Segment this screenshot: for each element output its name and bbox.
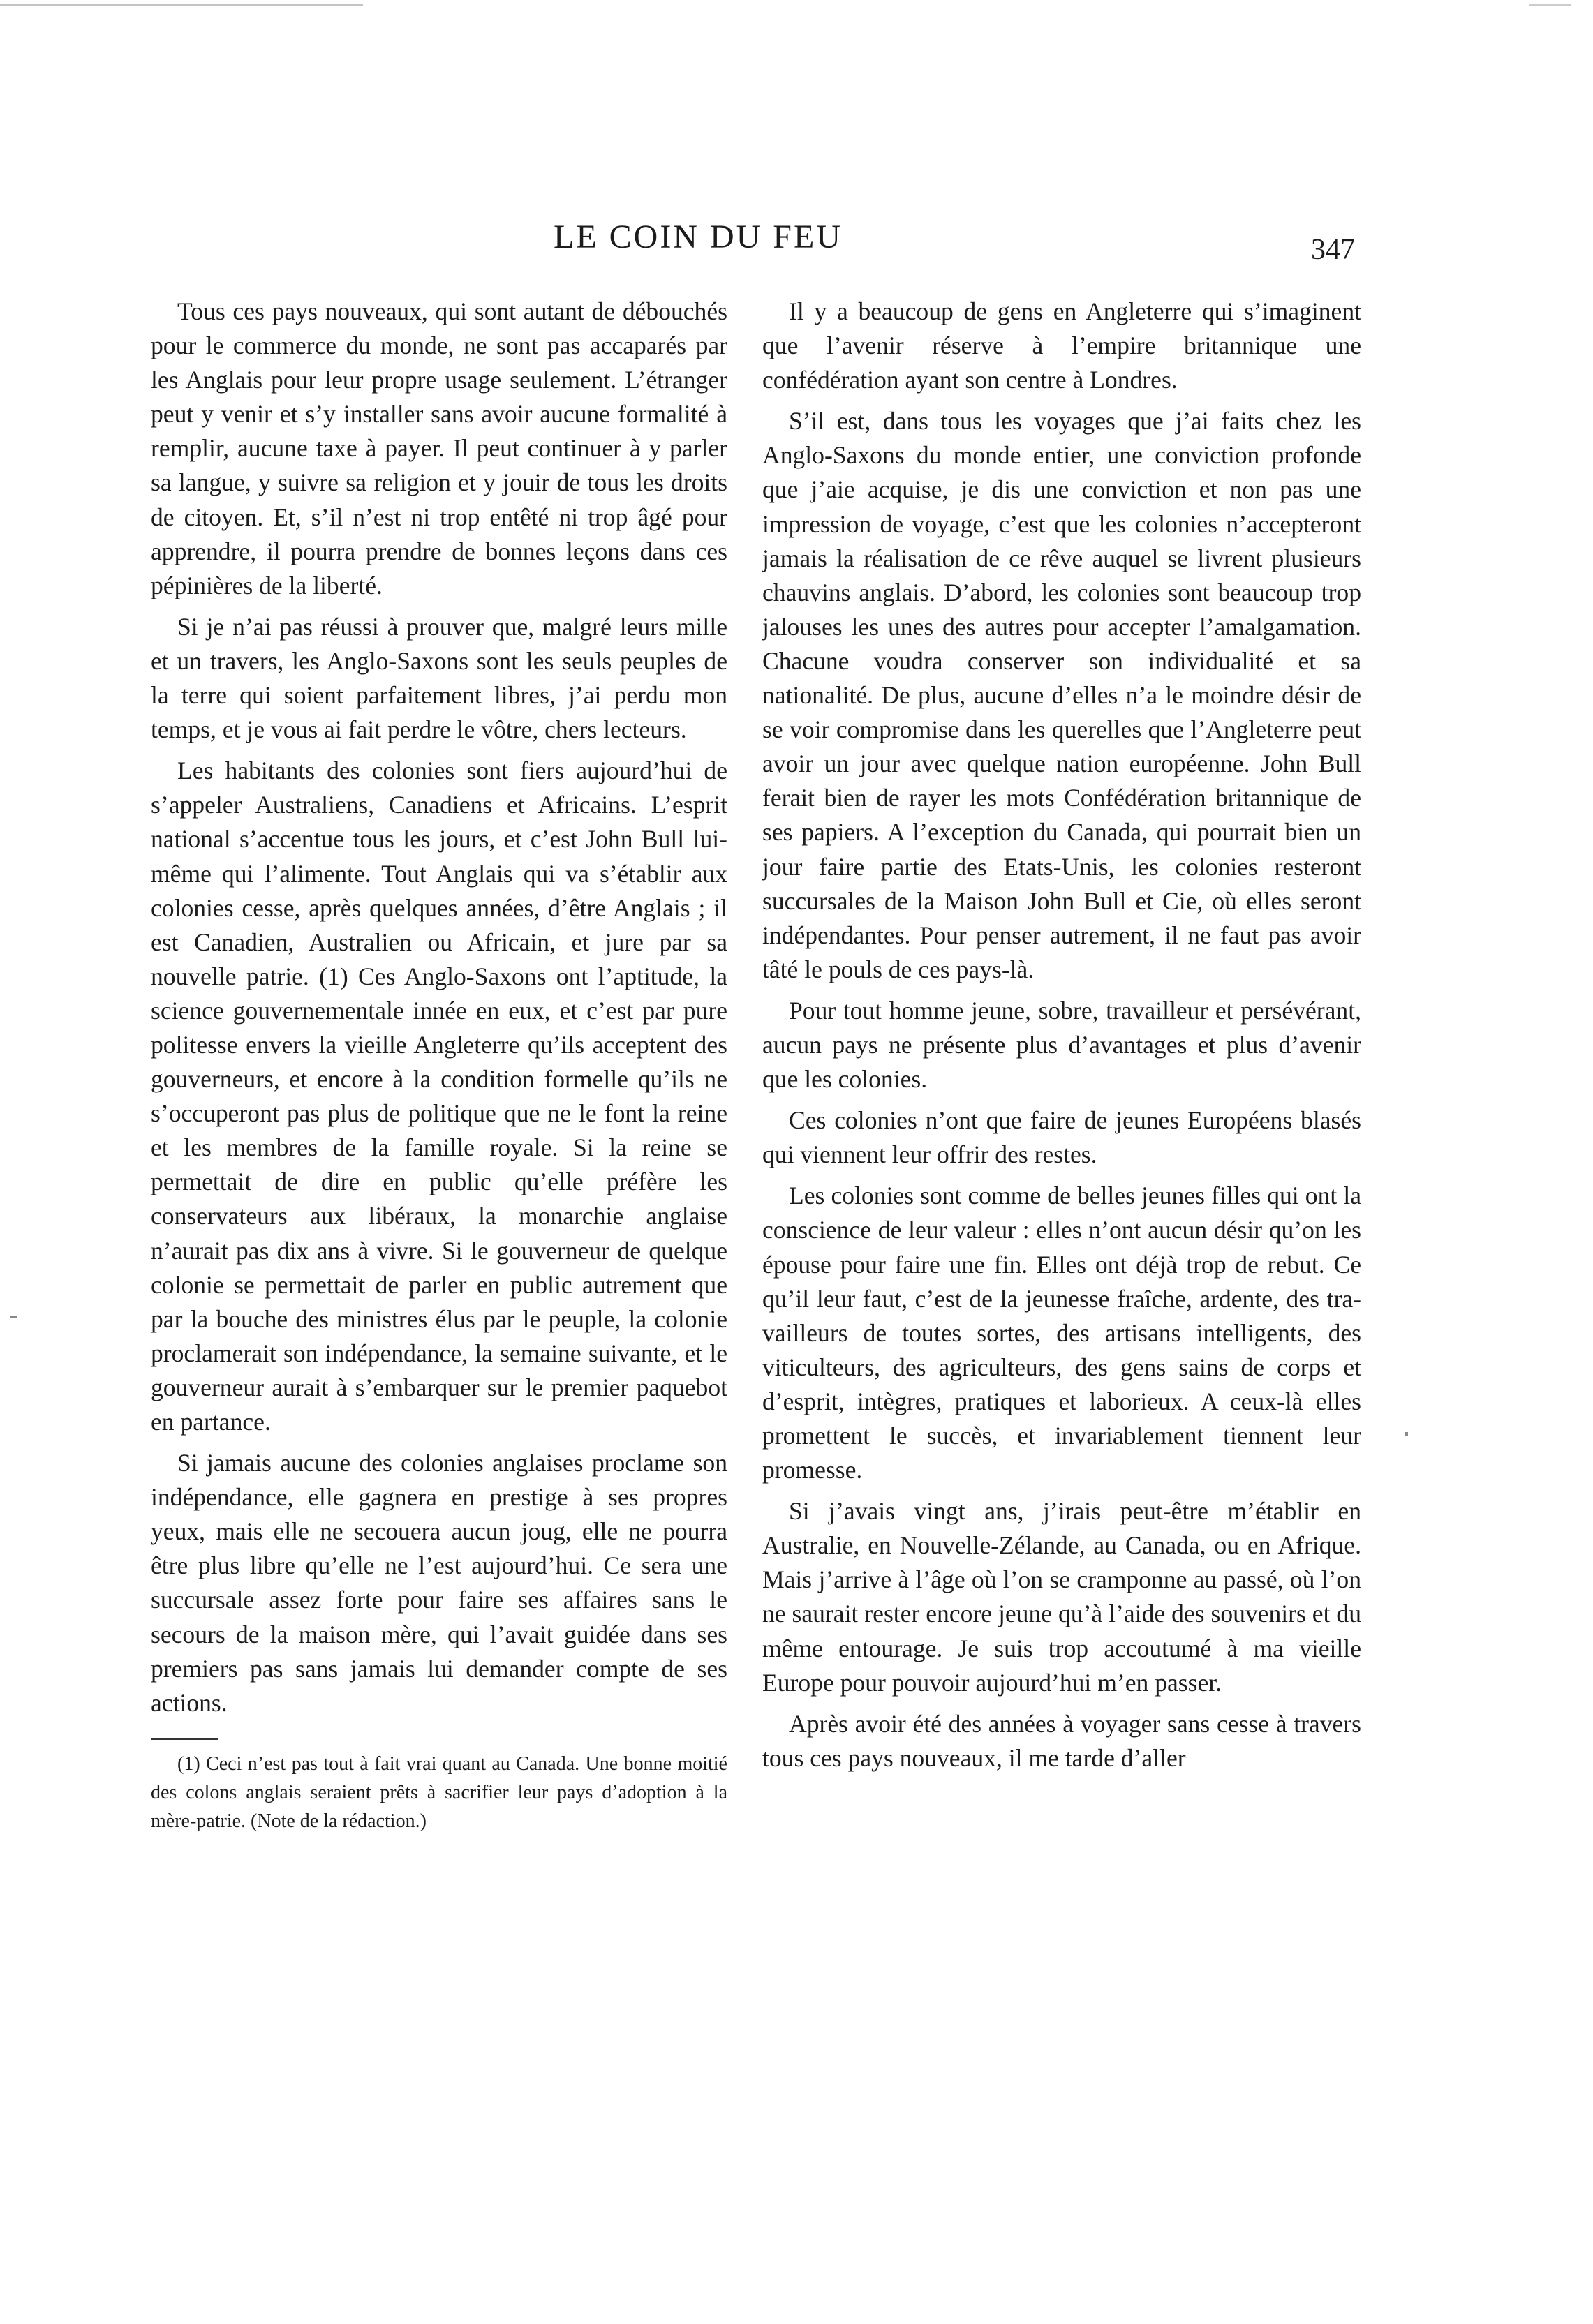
paragraph: Pour tout homme jeune, sobre, travailleur et persévérant, aucun pays ne présente plus d’avantages et plus d’avenir que les colonies. [762,996,1361,1094]
left-column [151,295,727,1842]
footnote-divider [151,1738,218,1740]
right-column [762,295,1361,1782]
paragraph: Si je n’ai pas réussi à prouver que, malgré leurs mille et un travers, les Anglo-Saxons sont les seuls peuples de la terre qui soient parfaitement libres, j’ai perdu mon temps, et je vous ai fait perdre le vôtre, chers lecteurs. [151,612,727,744]
running-title: LE COIN DU FEU [554,218,843,255]
scan-mark-right-margin [1405,1432,1408,1436]
page-number: 347 [1311,234,1355,266]
footnote: (1) Ceci n’est pas tout à fait vrai quant au Canada. Une bonne moitié des colons anglais seraient prêts à sacrifier leur pays d’adoption à la mère-patrie. (Note de la rédaction.) [151,1752,727,1832]
scan-mark-left-edge [10,1316,17,1318]
paragraph: Les habitants des colonies sont fiers aujourd’hui de s’appeler Australiens, Canadiens et Africains. L’esprit national s’accentue tous les jours, et c’est John Bull lui-même qui l’alimente. Tout Anglais qui va s’établir aux colonies cesse, après quelques années, d’être Anglais ; il est Canadien, Australien ou Africain, et jure par sa nouvelle patrie. (1) Ces Anglo-Saxons ont l’aptitude, la science gouvernementale innée en eux, et c’est par pure politesse envers la vieille Angleterre qu’ils acceptent des gouverneurs, et encore à la condition formelle qu’ils ne s’occuperont pas plus de politique que ne le font la reine et les membres de la famille royale. Si la reine se permettait de dire en public qu’elle préfère les conservateurs aux libéraux, la monarchie anglaise n’aurait pas dix ans à vivre. Si le gouverneur de quelque colonie se permettait de parler en public autrement que par la bouche des ministres élus par le peuple, la colonie proclamerait son indépendance, la semaine suivante, et le gouverneur aurait à s’embarquer sur le premier paquebot en partance. [151,757,727,1436]
paragraph: Ces colonies n’ont que faire de jeunes Européens blasés qui viennent leur offrir des restes. [762,1106,1361,1169]
paragraph: Après avoir été des années à voyager sans cesse à travers tous ces pays nouveaux, il me tarde d’aller [762,1709,1361,1772]
paragraph: Il y a beaucoup de gens en Angleterre qui s’imaginent que l’avenir réserve à l’empire britannique une confédération ayant son centre à Londres. [762,297,1361,394]
paragraph: S’il est, dans tous les voyages que j’ai faits chez les Anglo-Saxons du monde entier, une conviction profonde que j’aie acquise, je dis une conviction et non pas une impression de voyage, c’est que les colonies n’accepteront jamais la réalisation de ce rêve auquel se livrent plusieurs chauvins anglais. D’abord, les colonies sont beaucoup trop jalouses les unes des autres pour accepter l’amalgamation. Chacune voudra conserver son individualité et sa nationalité. De plus, aucune d’elles n’a le moindre désir de se voir compromise dans les querelles que l’Angleterre peut avoir un jour avec quelque nation européenne. John Bull ferait bien de rayer les mots Confédération britannique de ses papiers. A l’exception du Canada, qui pourrait bien un jour faire partie des Etats-Unis, les colonies resteront succursales de la Maison John Bull et Cie, où elles seront indépendantes. Pour penser autrement, il ne faut pas avoir tâté le pouls de ces pays-là. [762,407,1361,983]
paragraph: Tous ces pays nouveaux, qui sont autant de débouchés pour le commerce du monde, ne sont pas accaparés par les Anglais pour leur propre usage seulement. L’étranger peut y venir et s’y installer sans avoir aucune formalité à remplir, aucune taxe à payer. Il peut continuer à y parler sa langue, y suivre sa religion et y jouir de tous les droits de citoyen. Et, s’il n’est ni trop entêté ni trop âgé pour apprendre, il pourra prendre de bonnes leçons dans ces pépinières de la liberté. [151,297,727,599]
paragraph: Si j’avais vingt ans, j’irais peut-être m’établir en Australie, en Nouvelle-Zélande, au Canada, ou en Afrique. Mais j’arrive à l’âge où l’on se cramponne au passé, où l’on ne saurait rester encore jeune qu’à l’aide des souvenirs et du même entourage. Je suis trop accoutumé à ma vieille Europe pour pouvoir aujourd’hui m’en passer. [762,1497,1361,1697]
scan-mark-top-left [0,4,363,6]
scan-mark-top-right [1529,4,1571,6]
paragraph: Si jamais aucune des colonies anglaises proclame son indépendance, elle gagnera en prestige à ses propres yeux, mais elle ne secouera aucun joug, elle ne pourra être plus libre qu’elle ne l’est aujourd’hui. Ce sera une succursale assez forte pour faire ses affaires sans le secours de la maison mère, qui l’avait guidée dans ses premiers pas sans jamais lui demander compte de ses actions. [151,1449,727,1717]
paragraph: Les colonies sont comme de belles jeunes filles qui ont la conscience de leur valeur : elles n’ont aucun désir qu’on les épouse pour faire une fin. Elles ont déjà trop de rebut. Ce qu’il leur faut, c’est de la jeunesse fraîche, ardente, des travailleurs de toutes sortes, des artisans intelligents, des viticulteurs, des agriculteurs, des gens sains de corps et d’esprit, intègres, pratiques et laborieux. A ceux-là elles promettent le succès, et invariablement tiennent leur promesse. [762,1182,1361,1484]
